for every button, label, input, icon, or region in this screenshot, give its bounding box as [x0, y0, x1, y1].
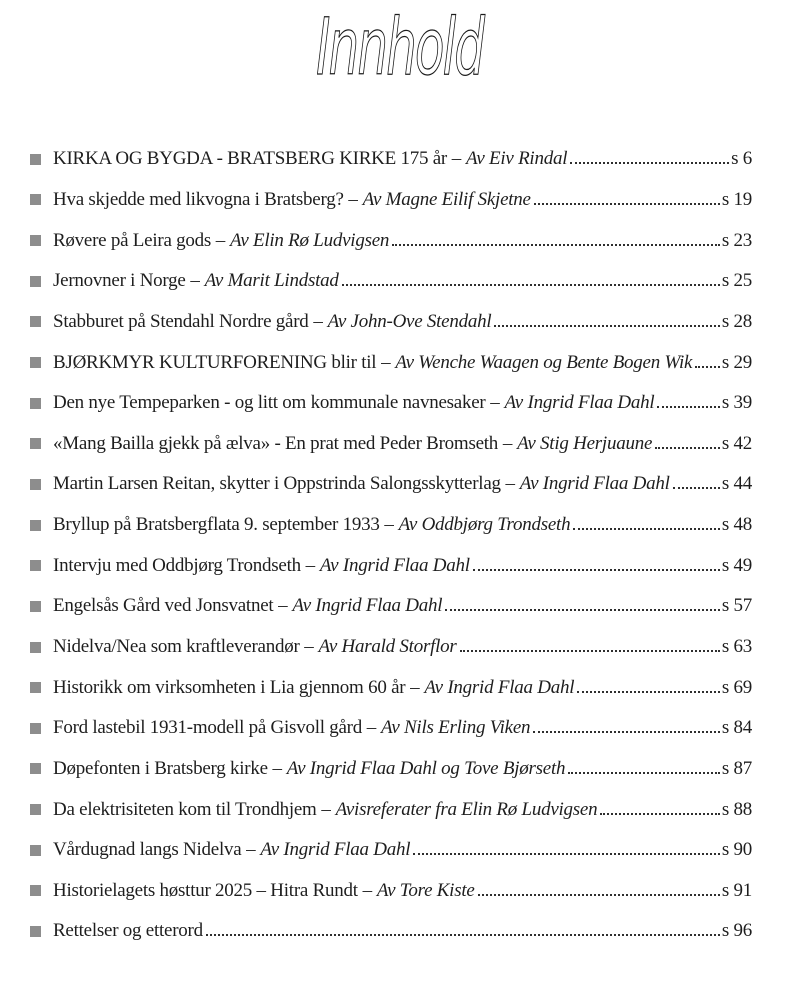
dotted-leader — [573, 524, 720, 530]
toc-entry-line — [53, 717, 752, 739]
square-bullet-icon — [30, 804, 41, 815]
entry-title: Røvere på Leira gods — [53, 229, 212, 251]
dotted-leader — [413, 849, 720, 855]
entry-page-number: s 91 — [721, 879, 752, 901]
toc-entry — [30, 383, 752, 424]
entry-dash: – — [343, 188, 363, 210]
entry-title: Historikk om virksomheten i Lia gjennom 60 år — [53, 676, 406, 698]
entry-page-number: s 39 — [721, 392, 752, 414]
entry-author: Av Harald Storflor — [318, 636, 457, 657]
toc-entry — [30, 708, 752, 749]
toc-entry — [30, 627, 752, 668]
entry-page-number: s 57 — [721, 595, 752, 617]
toc-entry — [30, 667, 752, 708]
toc-entry-line — [53, 433, 752, 455]
square-bullet-icon — [30, 154, 41, 165]
toc-entry-line — [53, 148, 752, 170]
entry-title: KIRKA OG BYGDA - BRATSBERG KIRKE 175 år — [53, 148, 448, 170]
entry-page-number: s 6 — [731, 148, 752, 170]
square-bullet-icon — [30, 316, 41, 327]
entry-page-number: s 49 — [721, 554, 752, 576]
dotted-leader — [600, 809, 719, 815]
entry-page-number: s 19 — [721, 188, 752, 210]
toc-entry — [30, 830, 752, 871]
toc-entry — [30, 342, 752, 383]
dotted-leader — [478, 890, 720, 896]
square-bullet-icon — [30, 398, 41, 409]
toc-entry — [30, 302, 752, 343]
entry-author: Av Eiv Rindal — [466, 148, 568, 170]
entry-author: Av Ingrid Flaa Dahl — [519, 473, 670, 495]
square-bullet-icon — [30, 763, 41, 774]
toc-entry — [30, 261, 752, 302]
entry-page-number: s 44 — [721, 473, 752, 495]
entry-author: Av Marit Lindstad — [204, 270, 339, 292]
entry-dash: – — [241, 839, 261, 861]
square-bullet-icon — [30, 479, 41, 490]
square-bullet-icon — [30, 682, 41, 693]
entry-title: Hva skjedde med likvogna i Bratsberg? — [53, 188, 344, 210]
toc-entry-line — [53, 473, 752, 495]
square-bullet-icon — [30, 601, 41, 612]
entry-dash: – — [485, 392, 505, 414]
toc-entry-line — [53, 230, 752, 252]
toc-entry-line — [53, 595, 752, 617]
entry-title: Da elektrisiteten kom til Trondhjem — [53, 798, 317, 820]
entry-title: Rettelser og etterord — [53, 920, 203, 942]
entry-author: Av Oddbjørg Trondseth — [398, 514, 571, 536]
entry-dash: – — [500, 473, 520, 495]
square-bullet-icon — [30, 723, 41, 734]
entry-title: Martin Larsen Reitan, skytter i Oppstrinda Salongsskytterlag — [53, 473, 501, 495]
entry-dash: – — [405, 676, 425, 698]
toc-entry — [30, 180, 752, 221]
dotted-leader — [657, 402, 719, 408]
toc-entry-line — [53, 799, 752, 821]
square-bullet-icon — [30, 520, 41, 531]
toc-entry — [30, 586, 752, 627]
table-of-contents — [30, 139, 752, 952]
entry-dash: – — [308, 310, 328, 332]
entry-author: Av Magne Eilif Skjetne — [362, 188, 531, 210]
entry-author: Av Ingrid Flaa Dahl — [319, 554, 470, 576]
entry-author: Av Ingrid Flaa Dahl — [260, 839, 411, 861]
square-bullet-icon — [30, 560, 41, 571]
entry-dash: – — [316, 798, 336, 820]
toc-entry-line — [53, 189, 752, 211]
entry-author: Av Elin Rø Ludvigsen — [230, 229, 390, 251]
entry-page-number: s 63 — [721, 636, 752, 657]
entry-page-number: s 87 — [721, 757, 752, 779]
entry-page-number: s 96 — [721, 920, 752, 942]
entry-title: Nidelva/Nea som kraftleverandør — [53, 636, 300, 657]
square-bullet-icon — [30, 438, 41, 449]
toc-entry-line — [53, 920, 752, 942]
entry-dash: – — [273, 595, 293, 617]
entry-title: BJØRKMYR KULTURFORENING blir til — [53, 351, 377, 373]
entry-dash: – — [447, 148, 467, 170]
dotted-leader — [445, 605, 720, 611]
dotted-leader — [494, 321, 719, 327]
page-title: Innhold — [316, 3, 484, 93]
dotted-leader — [534, 199, 720, 205]
toc-entry-line — [53, 392, 752, 414]
dotted-leader — [655, 443, 720, 449]
entry-page-number: s 48 — [721, 514, 752, 536]
entry-author: Av Ingrid Flaa Dahl — [292, 595, 443, 617]
entry-title: Den nye Tempeparken - og litt om kommunale navnesaker — [53, 392, 486, 414]
entry-page-number: s 29 — [721, 351, 752, 373]
page-header — [0, 3, 800, 93]
entry-dash: – — [211, 229, 231, 251]
entry-dash: – — [185, 270, 205, 292]
entry-dash: – — [362, 717, 382, 739]
square-bullet-icon — [30, 357, 41, 368]
dotted-leader — [673, 483, 720, 489]
square-bullet-icon — [30, 235, 41, 246]
entry-page-number: s 90 — [721, 839, 752, 861]
entry-author: Av Ingrid Flaa Dahl og Tove Bjørseth — [286, 757, 566, 779]
entry-page-number: s 88 — [721, 798, 752, 820]
toc-entry-line — [53, 839, 752, 861]
toc-entry-line — [53, 311, 752, 333]
square-bullet-icon — [30, 926, 41, 937]
square-bullet-icon — [30, 642, 41, 653]
entry-dash: – — [379, 514, 399, 536]
entry-author: Av Wenche Waagen og Bente Bogen Wik — [395, 351, 693, 373]
toc-entry-line — [53, 880, 752, 902]
square-bullet-icon — [30, 885, 41, 896]
entry-title: Jernovner i Norge — [53, 270, 186, 292]
toc-entry-line — [53, 636, 752, 658]
entry-author: Av Ingrid Flaa Dahl — [504, 392, 655, 414]
entry-title: Engelsås Gård ved Jonsvatnet — [53, 595, 274, 617]
dotted-leader — [577, 687, 720, 693]
entry-dash: – — [498, 432, 518, 454]
entry-title: Bryllup på Bratsbergflata 9. september 1933 — [53, 514, 380, 536]
dotted-leader — [695, 362, 720, 368]
dotted-leader — [570, 158, 729, 164]
entry-dash: – — [300, 554, 320, 576]
toc-entry — [30, 423, 752, 464]
entry-author: Av Stig Herjuaune — [517, 432, 653, 454]
entry-author: Av Tore Kiste — [376, 879, 475, 901]
entry-title: Døpefonten i Bratsberg kirke — [53, 757, 268, 779]
entry-title: Historielagets høsttur 2025 – Hitra Rundt — [53, 879, 358, 901]
toc-entry-line — [53, 270, 752, 292]
square-bullet-icon — [30, 194, 41, 205]
entry-dash: – — [357, 879, 377, 901]
toc-entry — [30, 871, 752, 912]
entry-author: Av John-Ove Stendahl — [327, 310, 492, 332]
entry-dash: – — [299, 636, 319, 657]
dotted-leader — [206, 930, 720, 936]
toc-entry — [30, 505, 752, 546]
entry-author: Av Nils Erling Viken — [381, 717, 531, 739]
square-bullet-icon — [30, 276, 41, 287]
entry-page-number: s 69 — [721, 676, 752, 698]
toc-entry-line — [53, 758, 752, 780]
entry-title: Ford lastebil 1931-modell på Gisvoll gård — [53, 717, 363, 739]
toc-entry-line — [53, 514, 752, 536]
toc-entry — [30, 749, 752, 790]
entry-page-number: s 28 — [721, 310, 752, 332]
entry-dash: – — [376, 351, 396, 373]
entry-title: Stabburet på Stendahl Nordre gård — [53, 310, 309, 332]
entry-author: Av Ingrid Flaa Dahl — [424, 676, 575, 698]
toc-entry — [30, 789, 752, 830]
entry-title: Intervju med Oddbjørg Trondseth — [53, 554, 301, 576]
toc-entry-line — [53, 352, 752, 374]
dotted-leader — [392, 240, 720, 246]
entry-title: «Mang Bailla gjekk på ælva» - En prat med Peder Bromseth — [53, 432, 499, 454]
entry-author: Avisreferater fra Elin Rø Ludvigsen — [335, 798, 598, 820]
toc-entry — [30, 139, 752, 180]
toc-entry — [30, 545, 752, 586]
toc-entry — [30, 911, 752, 952]
entry-page-number: s 84 — [721, 717, 752, 739]
dotted-leader — [460, 646, 720, 652]
entry-title: Vårdugnad langs Nidelva — [53, 839, 242, 861]
toc-entry-line — [53, 677, 752, 699]
entry-page-number: s 23 — [721, 229, 752, 251]
toc-entry — [30, 220, 752, 261]
entry-page-number: s 25 — [721, 270, 752, 292]
toc-entry-line — [53, 555, 752, 577]
dotted-leader — [533, 727, 720, 733]
dotted-leader — [473, 565, 720, 571]
entry-dash: – — [267, 757, 287, 779]
dotted-leader — [568, 768, 720, 774]
entry-page-number: s 42 — [721, 432, 752, 454]
toc-entry — [30, 464, 752, 505]
dotted-leader — [342, 280, 720, 286]
square-bullet-icon — [30, 845, 41, 856]
